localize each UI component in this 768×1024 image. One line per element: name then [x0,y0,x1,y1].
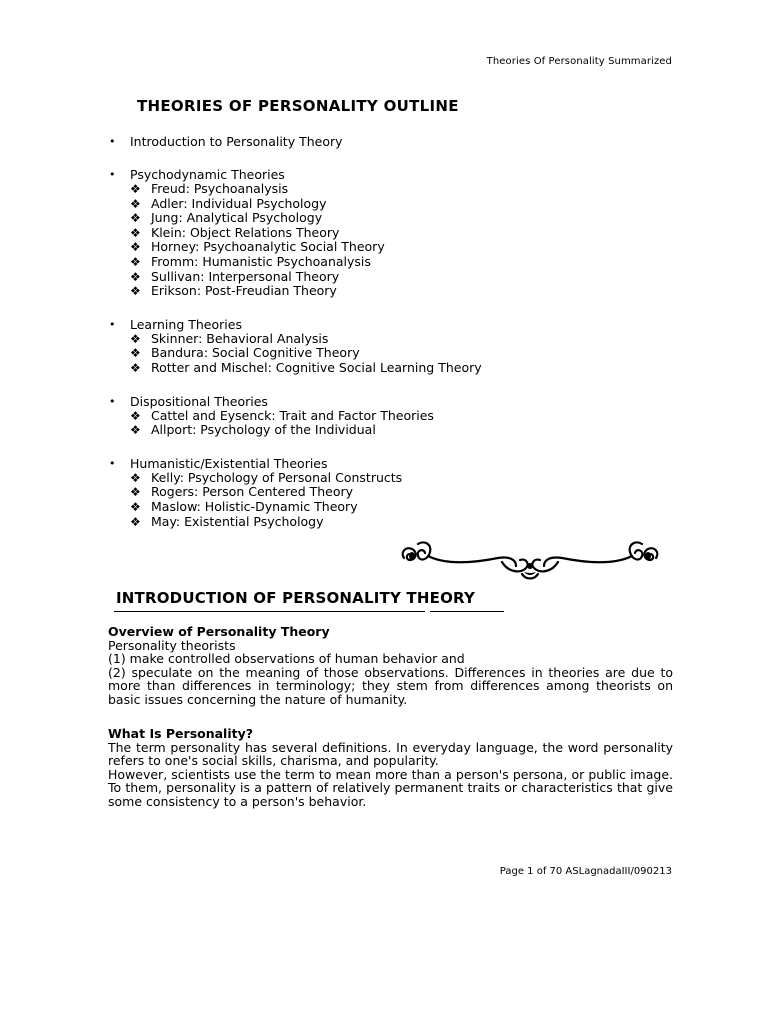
outline-group-label: Psychodynamic Theories [130,167,285,182]
outline-group-label: Dispositional Theories [130,393,268,409]
diamond-bullet-icon: ❖ [130,182,141,196]
diamond-bullet-icon: ❖ [130,470,141,485]
outline-item [108,240,688,255]
diamond-bullet-icon: ❖ [130,196,141,211]
overview-paragraph: (2) speculate on the meaning of those observations. Differences in theories are due to more than differences in terminology; they stem from differences among theorists on basic issues concerning the nature of humanity. [108,664,673,707]
what-is-personality-heading: What Is Personality? [108,726,254,741]
page-footer: Page 1 of 70 ASLagnadaIII/090213 [499,866,672,877]
outline-item-label: Freud: Psychoanalysis [151,181,289,196]
outline-group [108,456,688,529]
overview-line-1: Personality theorists [108,637,236,653]
outline-item [108,346,688,361]
outline-group [108,167,688,299]
outline-item-label: Sullivan: Interpersonal Theory [151,268,340,284]
decorative-flourish [398,536,662,582]
bullet-icon: • [109,394,116,408]
outline-item-label: Bandura: Social Cognitive Theory [151,345,360,361]
outline-item [108,500,688,515]
outline-item [108,332,688,347]
bullet-icon: • [109,456,116,470]
outline-item [108,284,688,299]
bullet-icon: • [109,168,116,181]
outline-group [108,134,688,149]
outline-title: THEORIES OF PERSONALITY OUTLINE [137,97,459,115]
diamond-bullet-icon: ❖ [130,485,141,500]
overview-line-2: (1) make controlled observations of human behavior and [108,651,465,667]
title-underline-short [430,611,504,612]
outline-item-label: Rotter and Mischel: Cognitive Social Learning Theory [151,359,482,375]
outline-item-label: Horney: Psychoanalytic Social Theory [151,239,385,255]
diamond-bullet-icon: ❖ [130,499,141,514]
outline-group-label: Learning Theories [130,316,242,332]
outline-group-heading [108,317,688,332]
running-header: Theories Of Personality Summarized [486,56,672,67]
outline-item [108,515,688,530]
outline-item-label: Kelly: Psychology of Personal Constructs [151,469,403,485]
outline-item-label: Maslow: Holistic-Dynamic Theory [151,498,358,514]
overview-section [108,625,673,707]
outline-item [108,255,688,270]
outline-item-label: Adler: Individual Psychology [151,195,327,211]
bullet-icon: • [109,135,116,148]
diamond-bullet-icon: ❖ [130,360,141,375]
outline-item-label: Jung: Analytical Psychology [151,210,323,226]
outline-group [108,394,688,438]
outline-group-heading [108,134,688,149]
outline-item-label: Allport: Psychology of the Individual [151,422,376,438]
outline-group-heading [108,167,688,182]
outline-group-label: Humanistic/Existential Theories [130,455,328,471]
what-is-personality-paragraph-1: The term personality has several definitions. In everyday language, the word personality refers to one's social skills, charisma, and popularity. [108,739,673,769]
outline-item-label: Skinner: Behavioral Analysis [151,330,329,346]
overview-heading: Overview of Personality Theory [108,624,330,639]
outline-item [108,270,688,285]
diamond-bullet-icon: ❖ [130,284,141,299]
diamond-bullet-icon: ❖ [130,254,141,269]
outline-item [108,423,688,438]
diamond-bullet-icon: ❖ [130,331,141,346]
outline-item-label: Klein: Object Relations Theory [151,224,340,240]
outline-item [108,226,688,241]
diamond-bullet-icon: ❖ [130,423,141,438]
outline-item [108,361,688,376]
what-is-personality-section [108,727,673,809]
outline-group-heading [108,394,688,409]
outline-item-label: Rogers: Person Centered Theory [151,484,354,500]
outline-item-label: Erikson: Post-Freudian Theory [151,283,337,299]
outline-item [108,211,688,226]
outline-item-label: Fromm: Humanistic Psychoanalysis [151,253,371,269]
diamond-bullet-icon: ❖ [130,269,141,284]
outline-group [108,317,688,376]
outline-item-label: Cattel and Eysenck: Trait and Factor Theories [151,407,434,423]
outline-item [108,197,688,212]
diamond-bullet-icon: ❖ [130,211,141,226]
outline-item-label: May: Existential Psychology [151,513,324,529]
bullet-icon: • [109,317,116,331]
section-title: INTRODUCTION OF PERSONALITY THEORY [116,589,476,607]
outline-item [108,182,688,197]
diamond-bullet-icon: ❖ [130,514,141,529]
diamond-bullet-icon: ❖ [130,240,141,255]
outline-item [108,409,688,424]
diamond-bullet-icon: ❖ [130,408,141,423]
outline-item [108,471,688,486]
diamond-bullet-icon: ❖ [130,346,141,361]
outline-group-heading [108,456,688,471]
diamond-bullet-icon: ❖ [130,225,141,240]
outline-group-label: Introduction to Personality Theory [130,134,343,149]
outline-list [108,134,688,547]
outline-item [108,485,688,500]
title-underline [114,611,425,612]
what-is-personality-paragraph-2: However, scientists use the term to mean more than a person's persona, or public image. To them, personality is a pattern of relatively permanent traits or characteristics that give some consistency to a person's behavior. [108,766,673,809]
